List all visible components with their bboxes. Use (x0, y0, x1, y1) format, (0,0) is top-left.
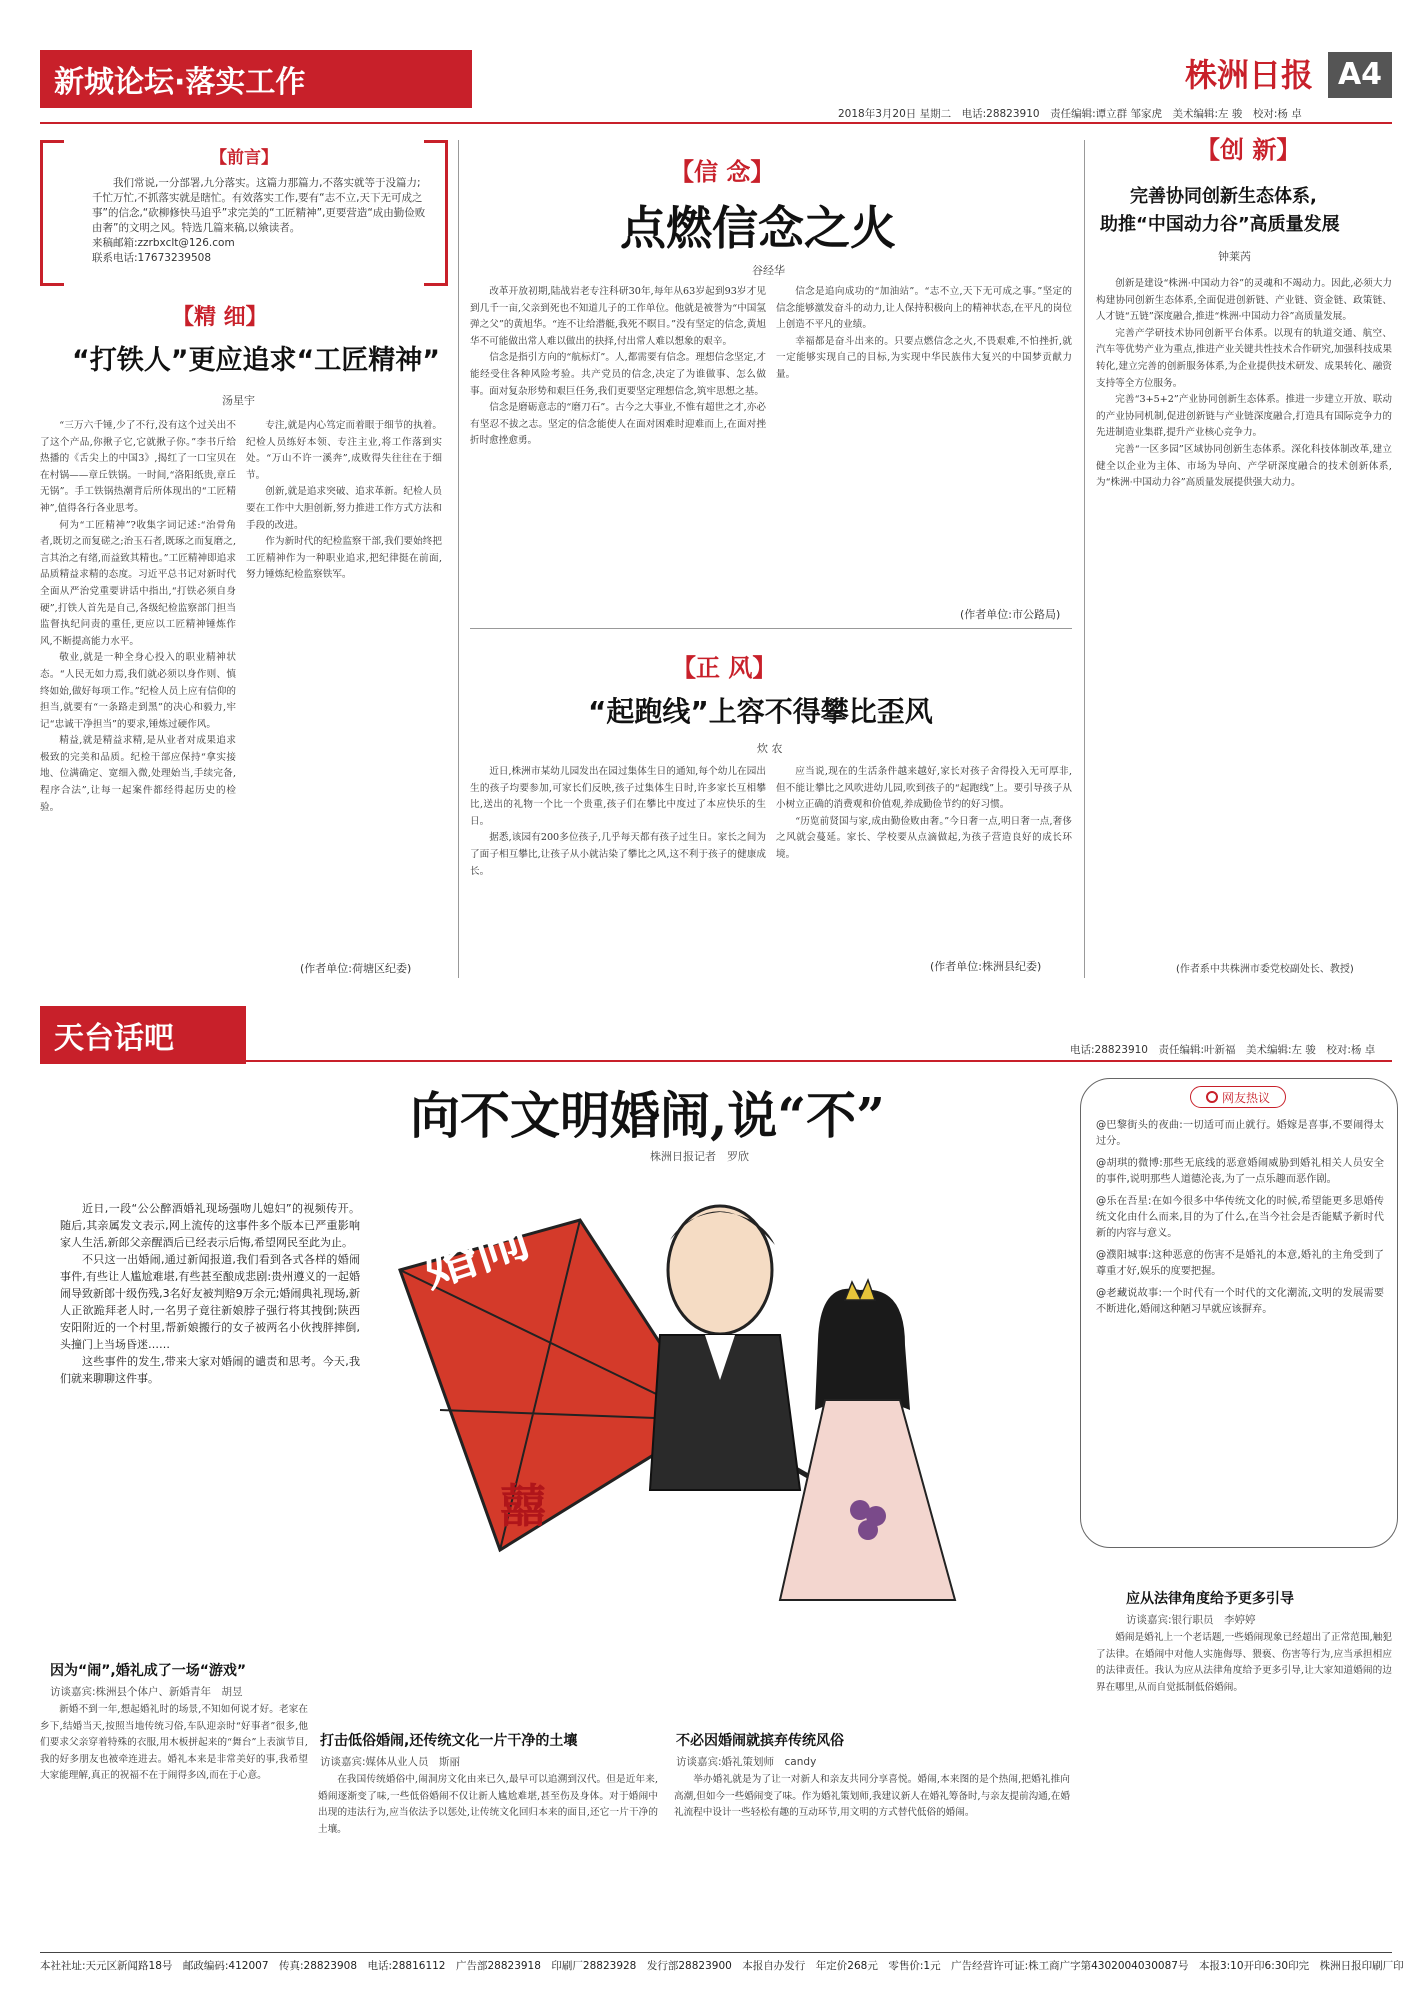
divider-2 (1084, 140, 1085, 978)
a4-text: 婚闹是婚礼上一个老话题,一些婚闹现象已经超出了正常范围,触犯了法律。在婚闹中对他人实施侮辱、猥亵、伤害等行为,应当承担相应的法律责任。我认为应从法律角度给予更多引导,让大家知道婚闹的边界在哪里,从而自觉抵制低俗婚闹。 (1096, 1632, 1392, 1693)
a1-text: 新婚不到一年,想起婚礼时的场景,不知如何说才好。老家在乡下,结婚当天,按照当地传统习俗,车队迎亲时“好事者”很多,他们要求父亲穿着特殊的衣服,用木板拼起来的“舞台”上表演节目,我的好多朋友也被牵连进去。婚礼本来是非常美好的事,我希望大家能理解,真正的祝福不在于闹得多凶,而在于心意。 (40, 1704, 308, 1782)
a4-title: 应从法律角度给予更多引导 (1126, 1591, 1294, 1607)
zhengfeng-p1: 近日,株洲市某幼儿园发出在园过集体生日的通知,每个幼儿在园出生的孩子均要参加,可家长们反映,孩子过集体生日时,许多家长互相攀比,送出的礼物一个比一个贵重,孩子们在攀比中度过了本应快乐的生日。 (470, 766, 766, 827)
a4-body (1096, 1630, 1392, 1948)
a3-title: 不必因婚闹就摈弃传统风俗 (676, 1733, 844, 1749)
section-banner-bottom (40, 1006, 246, 1064)
chuangxin-p1: 创新是建设“株洲·中国动力谷”的灵魂和不竭动力。因此,必须大力构建协同创新生态体系,全面促进创新链、产业链、资金链、政策链、人才链“五链”深度融合,推进“株洲·中国动力谷”高质量发展。 (1096, 278, 1392, 323)
xinnian-body-col2 (776, 284, 1072, 600)
jingxi-p5: 专注,就是内心笃定而着眼于细节的执着。纪检人员练好本领、专注主业,将工作落到实处。“万山不许一溪奔”,成败得失往往在于细节。 (246, 420, 442, 481)
chuangxin-author: (作者系中共株洲市委党校副处长、教授) (1176, 964, 1354, 975)
jingxi-p6: 创新,就是追求突破、追求革新。纪检人员要在工作中大胆创新,努力推进工作方式方法和手段的改进。 (246, 486, 442, 531)
jingxi-p7: 作为新时代的纪检监察干部,我们要始终把工匠精神作为一种职业追求,把纪律挺在前面,努力锤炼纪检监察铁军。 (246, 536, 442, 581)
xinnian-p2: 信念是指引方向的“航标灯”。人,都需要有信念。理想信念坚定,才能经受住各种风险考验。共产党员的信念,决定了为谁做事、怎么做事。面对复杂形势和艰巨任务,我们更要坚定理想信念,筑牢思想之基。 (470, 352, 766, 397)
xinnian-byline: 谷经华 (752, 264, 785, 277)
divider-1 (458, 140, 459, 978)
a2-text: 在我国传统婚俗中,闹洞房文化由来已久,最早可以追溯到汉代。但是近年来,婚闹逐渐变了味,一些低俗婚闹不仅让新人尴尬难堪,甚至伤及身体。对于婚闹中出现的违法行为,应当依法予以惩处,让传统文化回归本来的面目,还它一片干净的土壤。 (318, 1774, 658, 1835)
jingxi-p4: 精益,就是精益求精,是从业者对成果追求极致的完美和品质。纪检干部应保持“拿实接地、位满确定、宽细入微,处理始当,手续完备,程序合法”,让每一起案件都经得起历史的检验。 (40, 735, 236, 813)
section-title-bottom: 天台话吧 (54, 1021, 174, 1056)
xinnian-body-col1 (470, 284, 766, 614)
bottom-rule (40, 1060, 1392, 1062)
a3-body (674, 1772, 1070, 1948)
chuangxin-p2: 完善产学研技术协同创新平台体系。以现有的轨道交通、航空、汽车等优势产业为重点,推进产业关键共性技术合作研究,加强科技成果转化,建立完善的创新服务体系,为企业提供技术研发、成果转化、融资支持等全方位服务。 (1096, 327, 1392, 389)
comment-item: @老藏说故事:一个时代有一个时代的文化潮流,文明的发展需要不断进化,婚闹这种陋习早就应该摒弃。 (1096, 1288, 1384, 1315)
jingxi-p1: “三万六千锤,少了不行,没有这个过关出不了这个产品,你揪子它,它就揪子你。”李书斤给热播的《舌尖上的中国3》,揭红了一口宝贝在在村锅——章丘铁锅。一时间,“洛阳纸贵,章丘无锅”。手工铁锅热潮背后所体现出的“工匠精神”,值得各行各业思考。 (40, 420, 236, 514)
zhengfeng-author: (作者单位:株洲县纪委) (930, 960, 1042, 973)
a3-text: 举办婚礼就是为了让一对新人和亲友共同分享喜悦。婚闹,本来图的是个热闹,把婚礼推向高潮,但如今一些婚闹变了味。作为婚礼策划师,我建议新人在婚礼筹备时,与亲友提前沟通,在婚礼流程中设计一些轻松有趣的互动环节,用文明的方式替代低俗的婚闹。 (674, 1774, 1070, 1819)
bride-dress (780, 1400, 955, 1600)
xinnian-p5: 幸福都是奋斗出来的。只要点燃信念之火,不畏艰难,不怕挫折,就一定能够实现自己的目标,为实现中华民族伟大复兴的中国梦贡献力量。 (776, 335, 1072, 380)
chuangxin-p3: 完善“3+5+2”产业协同创新生态体系。推进一步建立开放、联动的产业协同机制,促进创新链与产业链深度融合,打造具有国际竞争力的先进制造业集群,提升产业核心竞争力。 (1096, 394, 1392, 439)
hot-comments-tag (1190, 1086, 1286, 1108)
hot-comments-label: 网友热议 (1221, 1090, 1270, 1105)
chuangxin-byline: 钟莱芮 (1218, 250, 1251, 263)
tiantai-title: 向不文明婚闹,说“不” (410, 1086, 885, 1145)
zhengfeng-body-col2 (776, 764, 1072, 954)
tiantai-intro-p2: 不只这一出婚闹,通过新闻报道,我们看到各式各样的婚闹事件,有些让人尴尬难堪,有些甚至酿成悲剧:贵州遵义的一起婚闹导致新郎十级伤残,3名好友被判赔9万余元;婚闹典礼现场,新人正欲跪拜老人时,一名男子竟往新娘脖子强行将其拽倒;陕西安阳附近的一个村里,帮新娘搬行的女子被两名小伙拽胖摔倒,头撞门上当场昏迷…… (60, 1253, 360, 1351)
zhengfeng-p2: 据悉,该园有200多位孩子,几乎每天都有孩子过生日。家长之间为了面子相互攀比,让孩子从小就沾染了攀比之风,这不利于孩子的健康成长。 (470, 832, 766, 877)
comment-item: @濮阳城事:这种恶意的伤害不是婚礼的本意,婚礼的主角受到了尊重才好,娱乐的度要把握。 (1096, 1250, 1384, 1277)
a2-body (318, 1772, 658, 1948)
a3-guest: 访谈嘉宾:婚礼策划师 candy (676, 1756, 817, 1768)
top-rule (40, 122, 1392, 124)
tiantai-intro-p3: 这些事件的发生,带来大家对婚闹的谴责和思考。今天,我们就来聊聊这件事。 (60, 1355, 360, 1385)
comment-item: @胡琪的微博:那些无底线的恶意婚闹威胁到婚礼相关人员安全的事件,说明那些人道德沦丧,为了一点乐趣而恶作剧。 (1096, 1158, 1384, 1185)
preface-phone: 联系电话:17673239508 (92, 252, 212, 264)
footer-info: 本社社址:天元区新闻路18号 邮政编码:412007 传真:28823908 电话:28816112 广告部28823918 印刷厂28823928 发行部28823900 本报自办发行 年定价268元 零售价:1元 广告经营许可证:株工商广字第4302004030087号 本报3:10开印6:30印完 株洲日报印刷厂印 (40, 1960, 1404, 1972)
zhengfeng-title: “起跑线”上容不得攀比歪风 (588, 695, 933, 728)
bride-hair (815, 1289, 910, 1410)
bouquet-flower (858, 1520, 878, 1540)
umbrella-text: 婚闹 (414, 1205, 537, 1299)
jingxi-body-col1 (40, 418, 236, 978)
section-banner-top (40, 50, 472, 108)
a1-body (40, 1702, 308, 1948)
zhengfeng-p4: “历览前贤国与家,成由勤俭败由奢。”今日奢一点,明日奢一点,奢侈之风就会蔓延。家长、学校要从点滴做起,为孩子营造良好的成长环境。 (776, 815, 1072, 860)
chuangxin-p4: 完善“一区多园”区域协同创新生态体系。深化科技体制改革,建立健全以企业为主体、市场为导向、产学研深度融合的技术创新体系,为“株洲·中国动力谷”高质量发展提供强大动力。 (1096, 443, 1392, 489)
chuangxin-body (1096, 276, 1392, 956)
xinnian-author: (作者单位:市公路局) (960, 608, 1061, 621)
comment-item: @巴黎街头的夜曲:一切适可而止就行。婚嫁是喜事,不要闹得太过分。 (1096, 1120, 1384, 1147)
section-title-top: 新城论坛·落实工作 (54, 65, 306, 100)
zhengfeng-tag: 【正 风】 (672, 653, 777, 682)
chuangxin-tag: 【创 新】 (1196, 135, 1301, 164)
preface-bracket-left (40, 140, 64, 286)
jingxi-p3: 敬业,就是一种全身心投入的职业精神状态。“人民无如力焉,我们就必须以身作则、慎终如始,做好每项工作。”纪检人员上应有信仰的担当,就要有“一条路走到黑”的决心和毅力,牢记“忠诚干净担当”的要求,锤炼过硬作风。 (40, 652, 236, 730)
zhengfeng-p3: 应当说,现在的生活条件越来越好,家长对孩子舍得投入无可厚非,但不能让攀比之风吹进幼儿园,吹到孩子的“起跑线”上。要引导孩子从小树立正确的消费观和价值观,养成勤俭节约的好习惯。 (776, 766, 1072, 811)
xinnian-tag: 【信 念】 (670, 157, 775, 186)
a1-title: 因为“闹”,婚礼成了一场“游戏” (50, 1663, 247, 1679)
jingxi-title: “打铁人”更应追求“工匠精神” (72, 345, 440, 376)
a2-title: 打击低俗婚闹,还传统文化一片干净的土壤 (320, 1733, 578, 1749)
xinnian-p4: 信念是追向成功的“加油站”。“志不立,天下无可成之事。”坚定的信念能够激发奋斗的动力,让人保持积极向上的精神状态,在平凡的岗位上创造不平凡的业绩。 (776, 286, 1072, 331)
tiantai-intro (60, 1200, 360, 1387)
divider-xinnian (470, 628, 1072, 629)
jingxi-byline: 汤星宇 (222, 394, 255, 407)
a2-guest: 访谈嘉宾:媒体从业人员 斯丽 (320, 1756, 461, 1768)
preface-body: 我们常说,一分部署,九分落实。这篇力那篇力,不落实就等于没篇力;千忙万忙,不抓落实就是瞎忙。有效落实工作,要有“志不立,天下无可成之事”的信念,“砍柳修快马追乎”求完美的“工匠精神”,更要营造“成由勤俭败由奢”的文明之风。特选几篇来稿,以飨读者。 (92, 177, 426, 234)
xinnian-title: 点燃信念之火 (620, 201, 896, 255)
chuangxin-title-1: 完善协同创新生态体系, (1130, 186, 1317, 207)
jingxi-body-col2 (246, 418, 442, 958)
a4-guest: 访谈嘉宾:银行职员 李婷婷 (1126, 1614, 1256, 1626)
meta-top: 2018年3月20日 星期二 电话:28823910 责任编辑:谭立群 邹家虎 美术编辑:左 骏 校对:杨 卓 (838, 108, 1302, 120)
xinnian-p1: 改革开放初期,陆战岩老专注科研30年,每年从63岁起到93岁才见到几千一亩,父亲到死也不知道儿子的工作单位。他就是被誉为“中国氢弹之父”的黄旭华。“连不让给潜艇,我死不瞑目。”没有坚定的信念,黄旭华不可能做出常人难以做出的抉择,付出常人难以想象的艰辛。 (470, 286, 766, 347)
hot-dot-icon (1206, 1091, 1218, 1103)
footer-rule (40, 1952, 1392, 1953)
a1-guest: 访谈嘉宾:株洲县个体户、新婚青年 胡昱 (50, 1686, 243, 1698)
hot-comments-list (1096, 1118, 1384, 1324)
preface-label: 【前言】 (210, 148, 278, 168)
meta-bottom: 电话:28823910 责任编辑:叶新福 美术编辑:左 骏 校对:杨 卓 (1070, 1044, 1376, 1056)
jingxi-tag: 【精 细】 (172, 304, 268, 330)
tiantai-intro-p1: 近日,一段“公公醉酒婚礼现场强吻儿媳妇”的视频传开。随后,其亲属发文表示,网上流传的这事件多个版本已严重影响家人生活,新郎父亲醒酒后已经表示后悔,希望网民至此为止。 (60, 1202, 360, 1249)
zhengfeng-byline: 炊 农 (757, 742, 783, 755)
preface-email: 来稿邮箱:zzrbxclt@126.com (92, 237, 235, 249)
jingxi-p2: 何为“工匠精神”?收集字词记述:“治骨角者,既切之而复磋之;治玉石者,既琢之而复磨之,言其治之有绪,而益致其精也。”工匠精神即追求品质精益求精的态度。习近平总书记对新时代全面从严治党重要讲话中指出,“打铁必须自身硬”,打铁人首先是自己,各级纪检监察部门担当监督执纪问责的重任,更应以工匠精神锤炼作风,不断提高能力水平。 (40, 519, 236, 647)
zhengfeng-body-col1 (470, 764, 766, 978)
jingxi-author: (作者单位:荷塘区纪委) (300, 962, 412, 975)
tiantai-byline: 株洲日报记者 罗欣 (650, 1150, 749, 1163)
chuangxin-title-2: 助推“中国动力谷”高质量发展 (1100, 214, 1340, 235)
comment-item: @乐在吾星:在如今很多中华传统文化的时候,希望能更多思婚传统文化由什么而来,目的为了什么,在当今社会是否能赋予新时代新的内容与意义。 (1096, 1196, 1384, 1239)
newspaper-logo: 株洲日报 (1185, 56, 1314, 94)
xinnian-p3: 信念是磨砺意志的“磨刀石”。古今之大事业,不惟有超世之才,亦必有坚忍不拔之志。坚定的信念能使人在面对困难时迎难而上,在面对挫折时愈挫愈勇。 (470, 402, 766, 447)
page-number: A4 (1328, 52, 1392, 98)
preface-text (92, 176, 428, 266)
umbrella-xi-char: 囍 (500, 1479, 546, 1533)
